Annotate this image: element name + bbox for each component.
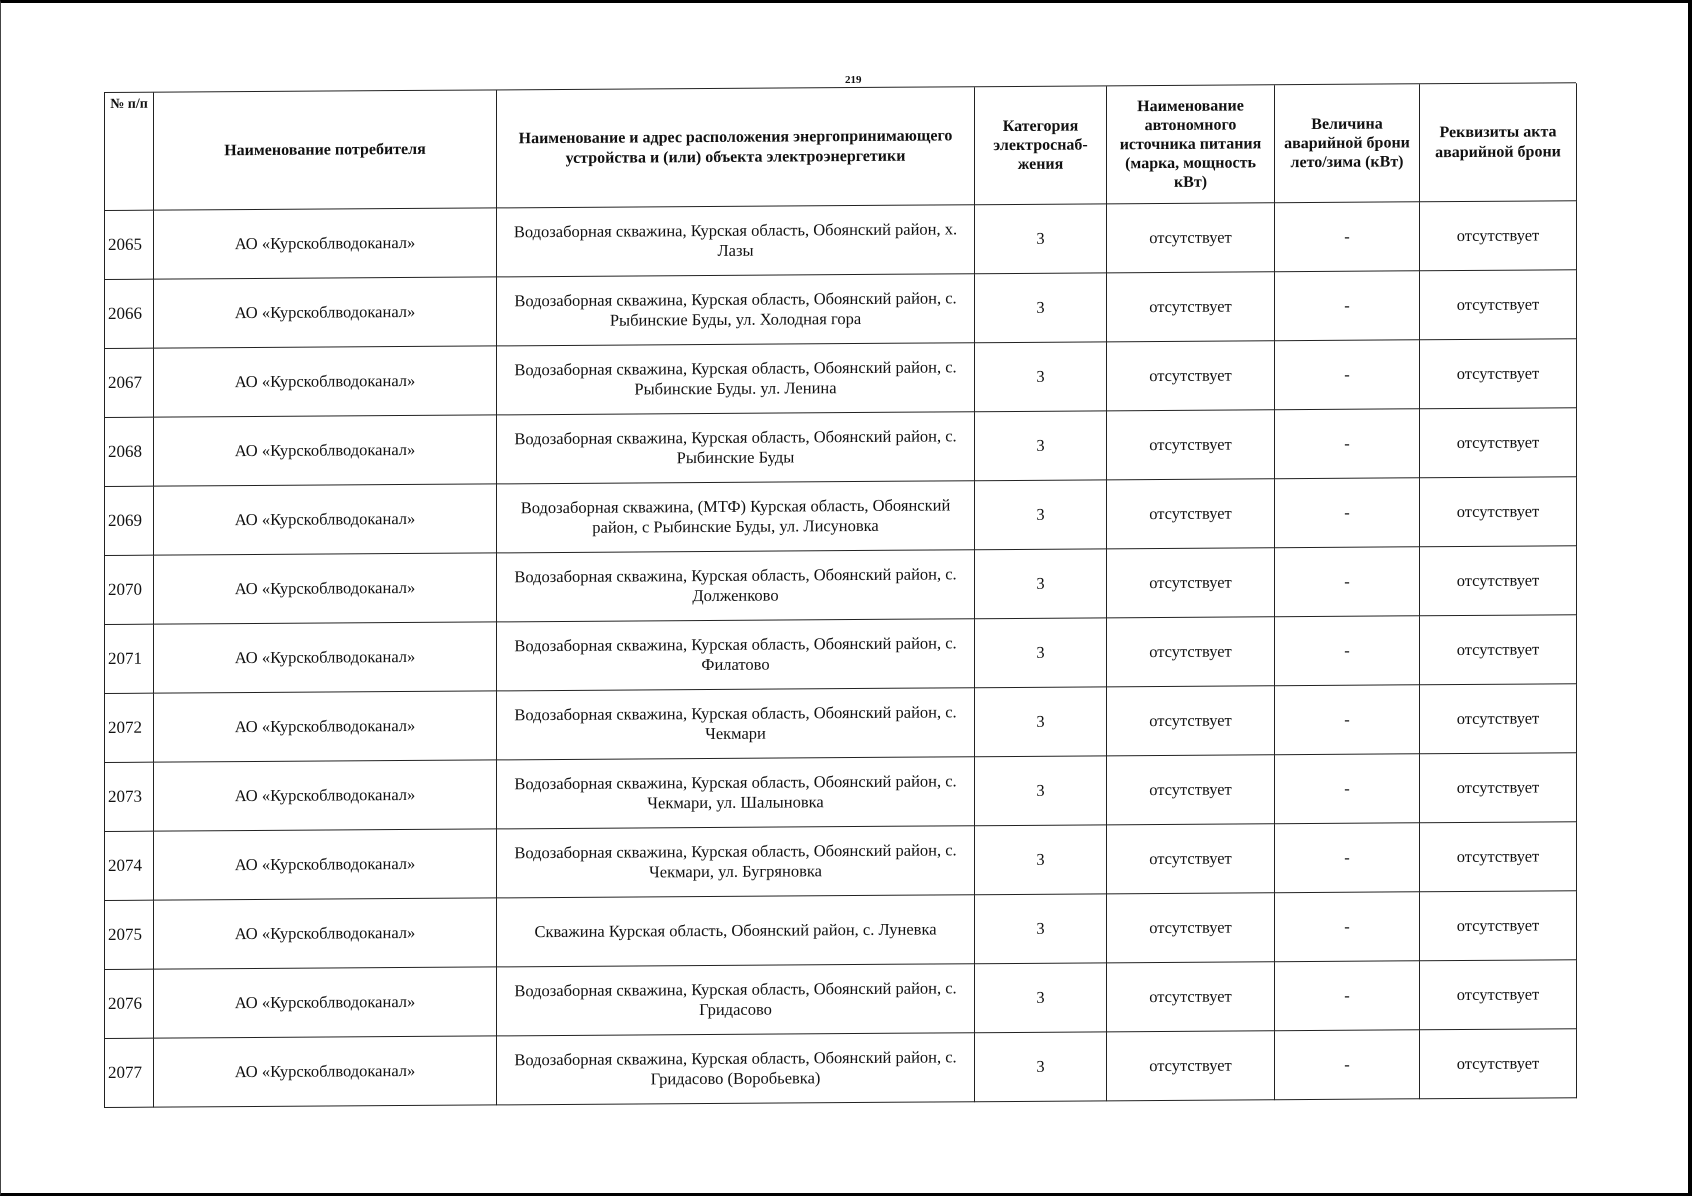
- row-category: 3: [975, 204, 1107, 274]
- row-consumer: АО «Курскоблводоканал»: [154, 691, 497, 762]
- row-address: Водозаборная скважина, Курская область, Обоянский район, с. Чекмари, ул. Бугряновка: [497, 826, 975, 898]
- row-reserve-value: -: [1275, 547, 1420, 617]
- row-category: 3: [975, 825, 1107, 895]
- row-power-source: отсутствует: [1107, 686, 1275, 756]
- row-act-details: отсутствует: [1420, 753, 1577, 823]
- row-consumer: АО «Курскоблводоканал»: [154, 484, 497, 555]
- row-number: 2075: [105, 901, 154, 970]
- row-power-source: отсутствует: [1107, 962, 1275, 1032]
- row-number: 2068: [105, 418, 154, 487]
- row-power-source: отсутствует: [1107, 617, 1275, 687]
- row-act-details: отсутствует: [1420, 546, 1577, 616]
- row-act-details: отсутствует: [1420, 1029, 1577, 1099]
- row-reserve-value: -: [1275, 823, 1420, 893]
- row-act-details: отсутствует: [1420, 960, 1577, 1030]
- reservation-table: [104, 82, 1576, 1108]
- row-reserve-value: -: [1275, 271, 1420, 341]
- row-address: Водозаборная скважина, Курская область, Обоянский район, с. Гридасово: [497, 964, 975, 1036]
- row-consumer: АО «Курскоблводоканал»: [154, 553, 497, 624]
- row-number: 2076: [105, 970, 154, 1039]
- row-number: 2071: [105, 625, 154, 694]
- header-consumer: Наименование потребителя: [154, 90, 497, 210]
- header-power-source: Наименование автономного источника питания (марка, мощность кВт): [1107, 85, 1275, 204]
- header-address: Наименование и адрес расположения энергопринимающего устройства и (или) объекта электроэнергетики: [497, 87, 975, 208]
- row-reserve-value: -: [1275, 202, 1420, 272]
- row-number: 2074: [105, 832, 154, 901]
- row-act-details: отсутствует: [1420, 615, 1577, 685]
- row-category: 3: [975, 618, 1107, 688]
- row-category: 3: [975, 894, 1107, 964]
- row-act-details: отсутствует: [1420, 201, 1577, 271]
- header-category: Категория электроснаб-жения: [975, 86, 1107, 205]
- row-consumer: АО «Курскоблводоканал»: [154, 346, 497, 417]
- row-power-source: отсутствует: [1107, 341, 1275, 411]
- row-address: Водозаборная скважина, Курская область, Обоянский район, с. Филатово: [497, 619, 975, 691]
- row-reserve-value: -: [1275, 754, 1420, 824]
- row-number: 2066: [105, 280, 154, 349]
- row-address: Водозаборная скважина, Курская область, Обоянский район, с. Гридасово (Воробьевка): [497, 1033, 975, 1105]
- header-reserve-value: Величина аварийной брони лето/зима (кВт): [1275, 84, 1420, 203]
- row-power-source: отсутствует: [1107, 755, 1275, 825]
- row-consumer: АО «Курскоблводоканал»: [154, 622, 497, 693]
- row-reserve-value: -: [1275, 961, 1420, 1031]
- row-act-details: отсутствует: [1420, 822, 1577, 892]
- row-category: 3: [975, 549, 1107, 619]
- row-power-source: отсутствует: [1107, 203, 1275, 273]
- row-reserve-value: -: [1275, 478, 1420, 548]
- row-consumer: АО «Курскоблводоканал»: [154, 208, 497, 279]
- row-power-source: отсутствует: [1107, 410, 1275, 480]
- row-category: 3: [975, 963, 1107, 1033]
- row-category: 3: [975, 342, 1107, 412]
- row-reserve-value: -: [1275, 1030, 1420, 1100]
- row-consumer: АО «Курскоблводоканал»: [154, 898, 497, 969]
- row-act-details: отсутствует: [1420, 684, 1577, 754]
- header-number: № п/п: [105, 93, 154, 211]
- row-power-source: отсутствует: [1107, 824, 1275, 894]
- row-reserve-value: -: [1275, 340, 1420, 410]
- row-reserve-value: -: [1275, 685, 1420, 755]
- row-address: Водозаборная скважина, (МТФ) Курская область, Обоянский район, с Рыбинские Буды, ул. Лисуновка: [497, 481, 975, 553]
- header-act-details: Реквизиты акта аварийной брони: [1420, 83, 1577, 202]
- row-number: 2067: [105, 349, 154, 418]
- row-consumer: АО «Курскоблводоканал»: [154, 415, 497, 486]
- row-power-source: отсутствует: [1107, 479, 1275, 549]
- row-number: 2077: [105, 1039, 154, 1108]
- row-category: 3: [975, 1032, 1107, 1102]
- row-number: 2070: [105, 556, 154, 625]
- page-number: 219: [845, 74, 862, 86]
- row-number: 2073: [105, 763, 154, 832]
- row-consumer: АО «Курскоблводоканал»: [154, 760, 497, 831]
- row-act-details: отсутствует: [1420, 891, 1577, 961]
- row-address: Скважина Курская область, Обоянский район, с. Луневка: [497, 895, 975, 967]
- row-act-details: отсутствует: [1420, 477, 1577, 547]
- row-address: Водозаборная скважина, Курская область, Обоянский район, с. Чекмари: [497, 688, 975, 760]
- row-power-source: отсутствует: [1107, 548, 1275, 618]
- row-reserve-value: -: [1275, 409, 1420, 479]
- row-address: Водозаборная скважина, Курская область, Обоянский район, с. Рыбинские Буды: [497, 412, 975, 484]
- row-act-details: отсутствует: [1420, 339, 1577, 409]
- row-address: Водозаборная скважина, Курская область, Обоянский район, х. Лазы: [497, 205, 975, 277]
- row-reserve-value: -: [1275, 616, 1420, 686]
- row-category: 3: [975, 480, 1107, 550]
- row-consumer: АО «Курскоблводоканал»: [154, 277, 497, 348]
- row-number: 2065: [105, 211, 154, 280]
- row-category: 3: [975, 273, 1107, 343]
- row-power-source: отсутствует: [1107, 1031, 1275, 1101]
- row-category: 3: [975, 687, 1107, 757]
- row-category: 3: [975, 756, 1107, 826]
- row-address: Водозаборная скважина, Курская область, Обоянский район, с. Рыбинские Буды. ул. Ленина: [497, 343, 975, 415]
- row-address: Водозаборная скважина, Курская область, Обоянский район, с. Рыбинские Буды, ул. Холодная гора: [497, 274, 975, 346]
- row-number: 2069: [105, 487, 154, 556]
- row-number: 2072: [105, 694, 154, 763]
- row-act-details: отсутствует: [1420, 408, 1577, 478]
- row-act-details: отсутствует: [1420, 270, 1577, 340]
- row-consumer: АО «Курскоблводоканал»: [154, 1036, 497, 1107]
- row-address: Водозаборная скважина, Курская область, Обоянский район, с. Чекмари, ул. Шалыновка: [497, 757, 975, 829]
- row-consumer: АО «Курскоблводоканал»: [154, 967, 497, 1038]
- row-power-source: отсутствует: [1107, 893, 1275, 963]
- row-power-source: отсутствует: [1107, 272, 1275, 342]
- row-category: 3: [975, 411, 1107, 481]
- row-consumer: АО «Курскоблводоканал»: [154, 829, 497, 900]
- row-address: Водозаборная скважина, Курская область, Обоянский район, с. Долженково: [497, 550, 975, 622]
- row-reserve-value: -: [1275, 892, 1420, 962]
